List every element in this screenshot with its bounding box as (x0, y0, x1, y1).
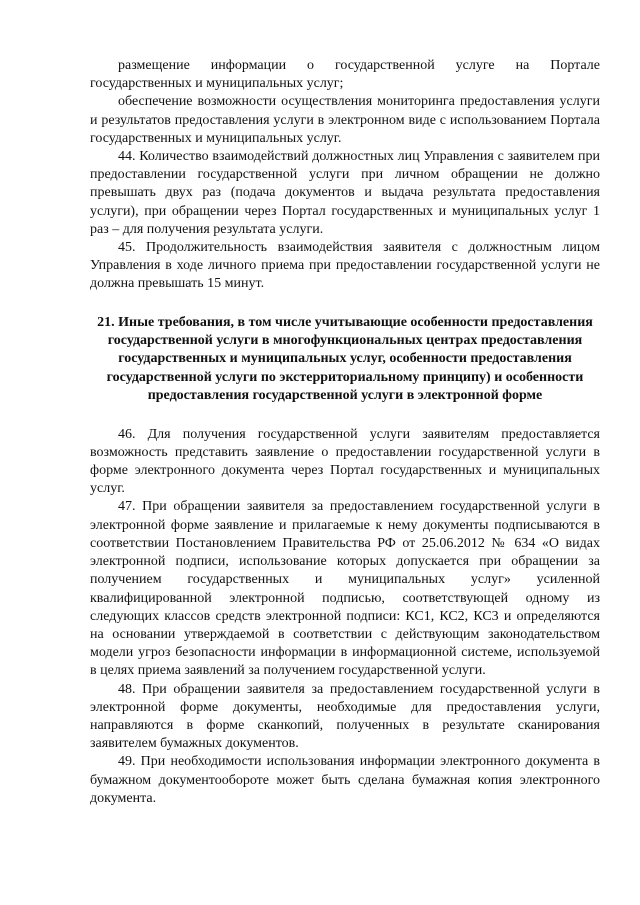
paragraph-46: 46. Для получения государственной услуги заявителям предоставляется возможность представить заявление о предоставлении государственной услуги в форме электронного документа через Портал государственных и муниципальных услуг. (90, 426, 600, 497)
paragraph-portal-info: размещение информации о государственной услуге на Портале государственных и муниципальных услуг; (90, 58, 600, 92)
paragraph-monitoring: обеспечение возможности осуществления мониторинга предоставления услуги и результатов предоставления услуги в электронном виде с использованием Портала государственных и муниципальных услуг. (90, 94, 600, 146)
paragraph-48: 48. При обращении заявителя за предоставлением государственной услуги в электронной форме документы, необходимые для предоставления услуги, направляются в форме сканкопий, полученных в результате сканирования заявителем бумажных документов. (90, 681, 600, 752)
paragraph-44: 44. Количество взаимодействий должностных лиц Управления с заявителем при предоставлении государственной услуги при личном обращении не должно превышать двух раз (подача документов и выдача результата предоставления услуги), при обращении через Портал государственных и муниципальных услуг 1 раз – для получения результата услуги. (90, 149, 600, 237)
paragraph-47: 47. При обращении заявителя за предоставлением государственной услуги в электронной форме заявление и прилагаемые к нему документы подписываются в соответствии Постановлением Правительства РФ от 25.06.2012 № 634 «О видах электронной подписи, использование которых допускается при обращении за получением государственных и муниципальных услуг» усиленной квалифицированной электронной подписью, соответствующей одному из следующих классов средств электронной подписи: КС1, КС2, КС3 и определяются на основании утверждаемой в соответствии с действующим законодательством модели угроз безопасности информации в информационной системе, используемой в целях приема заявлений за получением государственной услуги. (90, 499, 600, 679)
paragraph-49: 49. При необходимости использования информации электронного документа в бумажном документообороте может быть сделана бумажная копия электронного документа. (90, 754, 600, 806)
section-heading: 21. Иные требования, в том числе учитывающие особенности предоставления государственной услуги в многофункциональных центрах предоставления государственных и муниципальных услуг, особенности предоставления государственной услуги по экстерриториальному принципу) и особенности предоставления государственной услуги в электронной форме (97, 314, 593, 404)
paragraph-45: 45. Продолжительность взаимодействия заявителя с должностным лицом Управления в ходе личного приема при предоставлении государственной услуги не должна превышать 15 минут. (90, 240, 600, 292)
